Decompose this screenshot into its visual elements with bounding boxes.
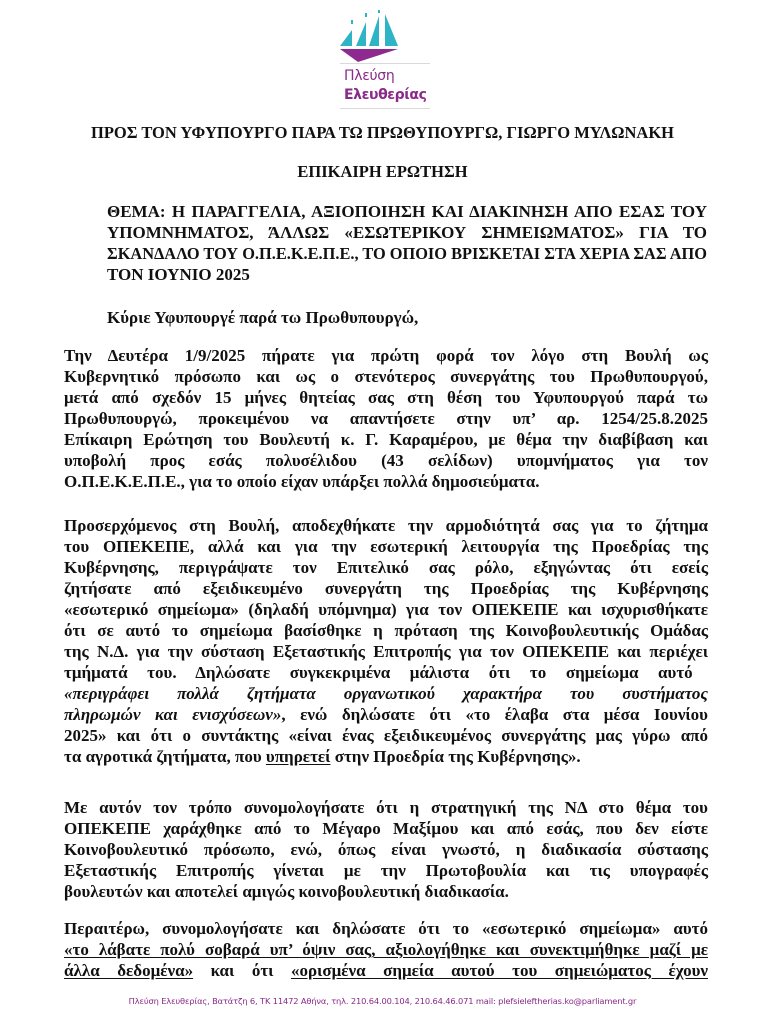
paragraph-line: Πρωθυπουργώ, προκειμένου να απαντήσετε στην υπ’ αρ. 1254/25.8.2025 bbox=[64, 409, 708, 428]
paragraph-line: ότι σε αυτό το σημείωμα βασίσθηκε η πρόταση της Κοινοβουλευτικής Ομάδας bbox=[64, 621, 708, 640]
connector-text: και ότι bbox=[193, 961, 291, 980]
paragraph-line: ΟΠΕΚΕΠΕ χαράχθηκε από το Μέγαρο Μαξίμου και από εσάς, που δεν είστε bbox=[64, 819, 708, 838]
text-before-underline: τα αγροτικά ζητήματα, που bbox=[64, 747, 266, 766]
paragraph-line: Εξεταστικής Επιτροπής γίνεται με την Πρωτοβουλία και τις υπογραφές bbox=[64, 861, 708, 880]
paragraph-line: Κυβερνητικό πρόσωπο και ως ο στενότερος συνεργάτης του Πρωθυπουργού, bbox=[64, 367, 708, 386]
paragraph-line-italic-quote: «περιγράφει πολλά ζητήματα οργανωτικού χαρακτήρα του συστήματος bbox=[64, 684, 708, 703]
paragraph-line: Κοινοβουλευτικό πρόσωπο, ενώ, όπως είναι γνωστό, η διαδικασία σύστασης bbox=[64, 840, 708, 859]
subject-line: ΘΕΜΑ: Η ΠΑΡΑΓΓΕΛΙΑ, ΑΞΙΟΠΟΙΗΣΗ ΚΑΙ ΔΙΑΚΙΝΗΣΗ ΑΠΟ ΕΣΑΣ ΤΟΥ bbox=[107, 202, 707, 221]
paragraph-line bbox=[64, 746, 581, 767]
underlined-quote: «ορισμένα σημεία αυτού του σημειώματος έχουν bbox=[290, 961, 708, 980]
paragraph-line: Την Δευτέρα 1/9/2025 πήρατε για πρώτη φορά τον λόγο στη Βουλή ως bbox=[64, 346, 708, 365]
logo-name-line2: Ελευθερίας bbox=[344, 87, 427, 103]
paragraph-line: Κυβέρνησης, περιγράψατε τον Επιτελικό σας ρόλο, εξηγώντας ότι εσείς bbox=[64, 558, 708, 577]
paragraph-line: βουλευτών και αποτελεί αμιγώς κοινοβουλευτική διαδικασία. bbox=[64, 882, 509, 901]
paragraph-line: Με αυτόν τον τρόπο συνομολογήσατε ότι η στρατηγική της ΝΔ στο θέμα του bbox=[64, 798, 708, 817]
paragraph-line: μετά από σχεδόν 15 μήνες θητείας σας στη θέση του Υφυπουργού παρά τω bbox=[64, 388, 708, 407]
underlined-quote: άλλα δεδομένα» bbox=[64, 961, 194, 980]
paragraph-line: «εσωτερικό σημείωμα» (δηλαδή υπόμνημα) για τον ΟΠΕΚΕΠΕ και ισχυρισθήκατε bbox=[64, 600, 708, 619]
addressee-heading: ΠΡΟΣ ΤΟΝ ΥΦΥΠΟΥΡΓΟ ΠΑΡΑ ΤΩ ΠΡΩΘΥΠΟΥΡΓΩ, ΓΙΩΡΓΟ ΜΥΛΩΝΑΚΗ bbox=[90, 123, 675, 142]
subject-line: ΤΟΝ ΙΟΥΝΙΟ 2025 bbox=[107, 265, 250, 284]
paragraph-line: Περαιτέρω, συνομολογήσατε και δηλώσατε ότι το «εσωτερικό σημείωμα» αυτό bbox=[64, 919, 708, 938]
subject-line: ΥΠΟΜΝΗΜΑΤΟΣ, ΆΛΛΩΣ «ΕΣΩΤΕΡΙΚΟΥ ΣΗΜΕΙΩΜΑΤΟΣ» ΓΙΑ ΤΟ bbox=[107, 223, 707, 242]
logo-name-line1: Πλεύση bbox=[344, 68, 395, 84]
paragraph-line: ζητήσατε από εξειδικευμένο συνεργάτη της Προεδρίας της Κυβέρνησης bbox=[64, 579, 708, 598]
salutation: Κύριε Υφυπουργέ παρά τω Πρωθυπουργώ, bbox=[107, 308, 419, 327]
logo-divider-bottom bbox=[340, 108, 430, 109]
quote-continuation: , ενώ δηλώσατε ότι «το έλαβα στα μέσα Ιουνίου bbox=[281, 705, 709, 724]
paragraph-line: Ο.Π.Ε.Κ.Ε.Π.Ε., για το οποίο είχαν υπάρξει πολλά δημοσιεύματα. bbox=[64, 472, 540, 491]
party-logo bbox=[330, 6, 440, 110]
paragraph-line: 2025» και ότι ο συντάκτης «είναι ένας εξειδικευμένος συνεργάτης μας γύρω από bbox=[64, 726, 708, 745]
document-type-heading: ΕΠΙΚΑΙΡΗ ΕΡΩΤΗΣΗ bbox=[297, 162, 468, 181]
paragraph-line: της Ν.Δ. για την σύσταση Εξεταστικής Επιτροπής για τον ΟΠΕΚΕΠΕ και περιέχει bbox=[64, 642, 708, 661]
underlined-word: υπηρετεί bbox=[265, 747, 331, 766]
paragraph-line: του ΟΠΕΚΕΠΕ, αλλά και για την εσωτερική λειτουργία της Προεδρίας της bbox=[64, 537, 708, 556]
italic-quote: πληρωμών και ενισχύσεων» bbox=[64, 705, 282, 724]
paragraph-line: Προσερχόμενος στη Βουλή, αποδεχθήκατε την αρμοδιότητά σας για το ζήτημα bbox=[64, 516, 708, 535]
paragraph-line: υποβολή προς εσάς πολυσέλιδου (43 σελίδων) υπομνήματος για τον bbox=[64, 451, 708, 470]
paragraph-line bbox=[64, 960, 708, 981]
paragraph-line bbox=[64, 704, 708, 725]
paragraph-line: Επίκαιρη Ερώτηση του Βουλευτή κ. Γ. Καραμέρου, με θέμα την διαβίβαση και bbox=[64, 430, 708, 449]
paragraph-line: τμήματά του. Δηλώσατε συγκεκριμένα μάλιστα ότι το σημείωμα αυτό bbox=[64, 663, 693, 682]
text-after-underline: στην Προεδρία της Κυβέρνησης». bbox=[330, 747, 581, 766]
subject-line: ΣΚΑΝΔΑΛΟ ΤΟΥ Ο.Π.Ε.Κ.Ε.Π.Ε., ΤΟ ΟΠΟΙΟ ΒΡΙΣΚΕΤΑΙ ΣΤΑ ΧΕΡΙΑ ΣΑΣ ΑΠΟ bbox=[107, 244, 707, 263]
logo-divider-top bbox=[340, 63, 430, 64]
paragraph-line-underlined: «το λάβατε πολύ σοβαρά υπ’ όψιν σας, αξιολογήθηκε και συνεκτιμήθηκε μαζί με bbox=[64, 940, 708, 959]
ship-sails-icon bbox=[338, 8, 400, 63]
letterhead-footer: Πλεύση Ελευθερίας, Βατάτζη 6, ΤΚ 11472 Αθήνα, τηλ. 210.64.00.104, 210.64.46.071 mail: plefsieleftherias.ko@parliament.gr bbox=[128, 996, 637, 1006]
